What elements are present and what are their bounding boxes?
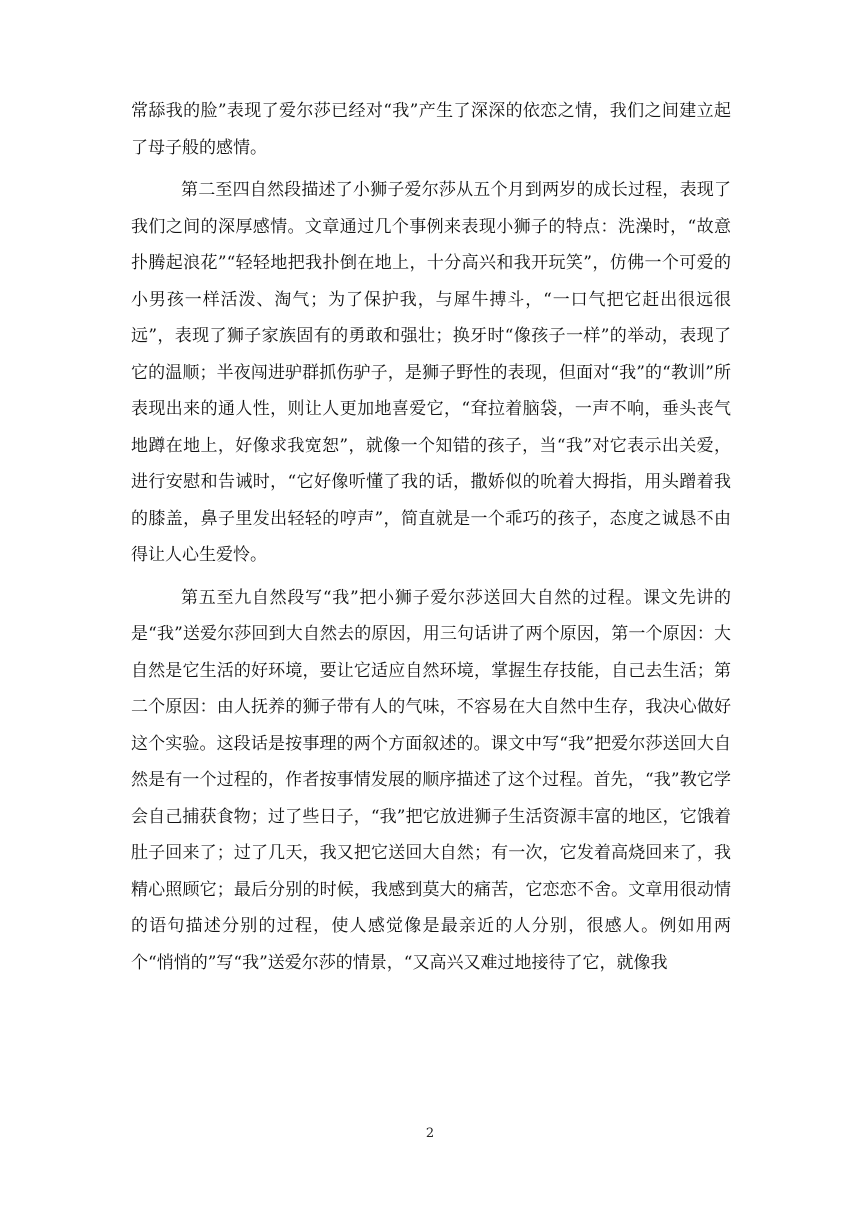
paragraph-continuation: 常舔我的脸”表现了爱尔莎已经对“我”产生了深深的依恋之情，我们之间建立起了母子般的感情。 <box>131 101 731 158</box>
page-number: 2 <box>425 1126 435 1141</box>
paragraph-sections-two-to-four: 第二至四自然段描述了小狮子爱尔莎从五个月到两岁的成长过程，表现了我们之间的深厚感情。文章通过几个事例来表现小狮子的特点：洗澡时，“故意扑腾起浪花”“轻轻地把我扑倒在地上，十分高兴和我开玩笑”，仿佛一个可爱的小男孩一样活泼、淘气；为了保护我，与犀牛搏斗，“一口气把它赶出很远很远”，表现了狮子家族固有的勇敢和强壮；换牙时“像孩子一样”的举动，表现了它的温顺；半夜闯进驴群抓伤驴子，是狮子野性的表现，但面对“我”的“教训”所表现出来的通人性，则让人更加地喜爱它，“耷拉着脑袋，一声不响，垂头丧气地蹲在地上，好像求我宽恕”，就像一个知错的孩子，当“我”对它表示出关爱，进行安慰和告诫时，“它好像听懂了我的话，撒娇似的吮着大拇指，用头蹭着我的膝盖，鼻子里发出轻轻的哼声”，简直就是一个乖巧的孩子，态度之诚恳不由得让人心生爱怜。 <box>131 180 731 565</box>
paragraph-sections-five-to-nine: 第五至九自然段写“我”把小狮子爱尔莎送回大自然的过程。课文先讲的是“我”送爱尔莎回到大自然去的原因，用三句话讲了两个原因，第一个原因：大自然是它生活的好环境，要让它适应自然环境，掌握生存技能，自己去生活；第二个原因：由人抚养的狮子带有人的气味，不容易在大自然中生存，我决心做好这个实验。这段话是按事理的两个方面叙述的。课文中写“我”把爱尔莎送回大自然是有一个过程的，作者按事情发展的顺序描述了这个过程。首先，“我”教它学会自己捕获食物；过了些日子，“我”把它放进狮子生活资源丰富的地区，它饿着肚子回来了；过了几天，我又把它送回大自然；有一次，它发着高烧回来了，我精心照顾它；最后分别的时候，我感到莫大的痛苦，它恋恋不舍。文章用很动情的语句描述分别的过程，使人感觉像是最亲近的人分别，很感人。例如用两个“悄悄的”写“我”送爱尔莎的情景，“又高兴又难过地接待了它，就像我 <box>131 587 731 973</box>
document-body <box>131 93 731 987</box>
